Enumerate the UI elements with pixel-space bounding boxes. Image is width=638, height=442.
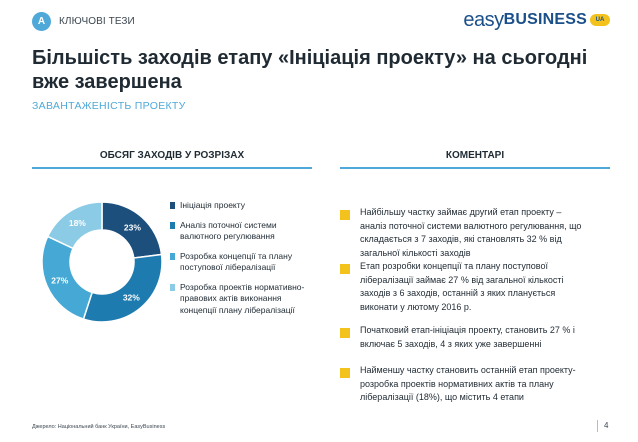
section-label: КЛЮЧОВІ ТЕЗИ: [59, 16, 135, 27]
legend-swatch: [170, 222, 175, 229]
logo-ua-pill: UA: [590, 14, 610, 26]
comment-bullet-icon: [340, 368, 350, 378]
logo-easy-text: easy: [463, 9, 504, 31]
comment-text: Етап розробки концепції та плану поступової лібералізації займає 27 % від загальної кількості заходів з 6 заходів, останній з яких планується виконати у лютому 2016 р.: [360, 261, 564, 312]
comments-heading-underline: [340, 167, 610, 169]
comment-bullet-icon: [340, 264, 350, 274]
legend-item: [170, 282, 310, 317]
page-subtitle: ЗАВАНТАЖЕНІСТЬ ПРОЕКТУ: [32, 100, 186, 112]
comment-bullet-icon: [340, 328, 350, 338]
legend-label: Аналіз поточної системи валютного регулювання: [180, 219, 277, 241]
legend-item: [170, 200, 310, 212]
legend-item: [170, 251, 310, 274]
comment-item: [340, 364, 590, 405]
section-badge: A: [32, 12, 51, 31]
comment-text: Початковий етап-ініціація проекту, становить 27 % і включає 5 заходів, 4 з яких уже завершенні: [360, 325, 575, 349]
page-title: Більшість заходів етапу «Ініціація проекту» на сьогодні вже завершена: [32, 47, 588, 93]
comment-text: Найбільшу частку займає другий етап проекту – аналіз поточної системи валютного регулювання, що складається з 7 заходів, які становлять 32 % від загальної кількості заходів: [360, 207, 582, 258]
chart-section-heading: ОБСЯГ ЗАХОДІВ У РОЗРІЗАХ: [99, 150, 245, 161]
slice-data-label: 23%: [123, 222, 141, 233]
page-number-divider: [597, 420, 598, 432]
legend-label: Ініціація проекту: [180, 200, 245, 210]
legend-swatch: [170, 202, 175, 209]
comments-section-heading: КОМЕНТАРІ: [445, 150, 505, 161]
chart-legend: [170, 200, 310, 316]
easybusiness-logo: [463, 10, 610, 30]
legend-label: Розробка проектів нормативно-правових актів виконання концепції плану лібералізації: [180, 281, 305, 315]
comment-item: [340, 206, 590, 260]
legend-swatch: [170, 284, 175, 291]
chart-heading-underline: [32, 167, 312, 169]
comment-item: [340, 260, 590, 314]
page-number: 4: [604, 421, 609, 430]
comment-bullet-icon: [340, 210, 350, 220]
comment-item: [340, 324, 590, 351]
logo-business-text: BUSINESS: [503, 11, 587, 28]
legend-label: Розробка концепції та плану поступової лібералізації: [180, 250, 293, 272]
donut-slice: [83, 254, 162, 322]
slice-data-label: 18%: [68, 218, 86, 229]
slice-data-label: 27%: [51, 275, 69, 286]
source-note: Джерело: Національний банк України, EasyBusiness: [32, 424, 166, 430]
comment-text: Найменшу частку становить останній етап проекту-розробка проектів нормативних актів та плану лібералізації (18%), що містить 4 етапи: [360, 365, 576, 402]
legend-item: [170, 220, 310, 243]
legend-swatch: [170, 253, 175, 260]
slice-data-label: 32%: [122, 292, 140, 303]
donut-chart: [40, 200, 164, 324]
